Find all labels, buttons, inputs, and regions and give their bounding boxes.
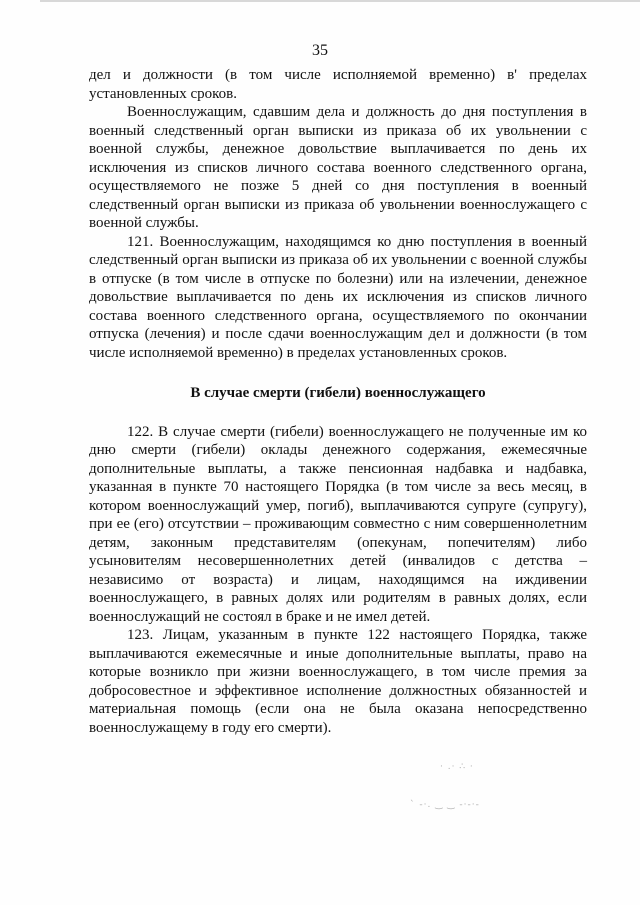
section-heading: В случае смерти (гибели) военнослужащего (190, 385, 486, 401)
paragraph-122: 122. В случае смерти (гибели) военнослужащего не полученные им ко дню смерти (гибели) оклады денежного содержания, ежемесячные дополнительные выплаты, а также пенсионная надбавка и надбавка, указанная в пункте 70 настоящего Порядка (в том числе за весь месяц, в котором военнослужащий умер, погиб), выплачиваются супруге (супругу), при ее (его) отсутствии – проживающим совместно с ним совершеннолетним детям, законным представителям (опекунам, попечителям) либо усыновителям несовершеннолетних детей (инвалидов с детства – независимо от возраста) и лицам, находящимся на иждивении военнослужащего, в равных долях или родителям в равных долях, если военнослужащий не состоял в браке и не имел детей. (89, 423, 587, 625)
paragraph-continuation: дел и должности (в том числе исполняемой временно) в' пределах установленных сроков. (89, 67, 587, 102)
page-number: 35 (312, 42, 328, 59)
document-body (89, 66, 587, 737)
paragraph-123: 123. Лицам, указанным в пункте 122 настоящего Порядка, также выплачиваются ежемесячные и иные дополнительные выплаты, право на которые возникло при жизни военнослужащего, в том числе премия за добросовестное и эффективное исполнение должностных обязанностей и материальная помощь (если она не была оказана непосредственно военнослужащему в году его смерти). (89, 627, 587, 736)
paragraph-121: 121. Военнослужащим, находящимся ко дню поступления в военный следственный орган выписки из приказа об их увольнении с военной службы в отпуске (в том числе в отпуске по болезни) или на излечении, денежное довольствие выплачивается по день их исключения из списков личного состава военного следственного органа, осуществляемого по окончании отпуска (лечения) и после сдачи военнослужащим дел и должности (в том числе исполняемой временно) в пределах установленных сроков. (89, 233, 587, 361)
scan-artifact-line: ` -·. ‿ ‿ -·-·- (410, 800, 480, 810)
paragraph-resigned-servicemen: Военнослужащим, сдавшим дела и должность до дня поступления в военный следственный орган выписки из приказа об их увольнении с военной службы, денежное довольствие выплачивается по день их исключения из списков личного состава военного следственного органа, осуществляемого не позже 5 дней со дня поступления в военный следственный орган выписки из приказа об увольнении военнослужащего с военной службы. (89, 104, 587, 231)
scan-artifact-mark: · .· ∴ · (440, 762, 474, 772)
scan-top-edge (40, 0, 640, 2)
